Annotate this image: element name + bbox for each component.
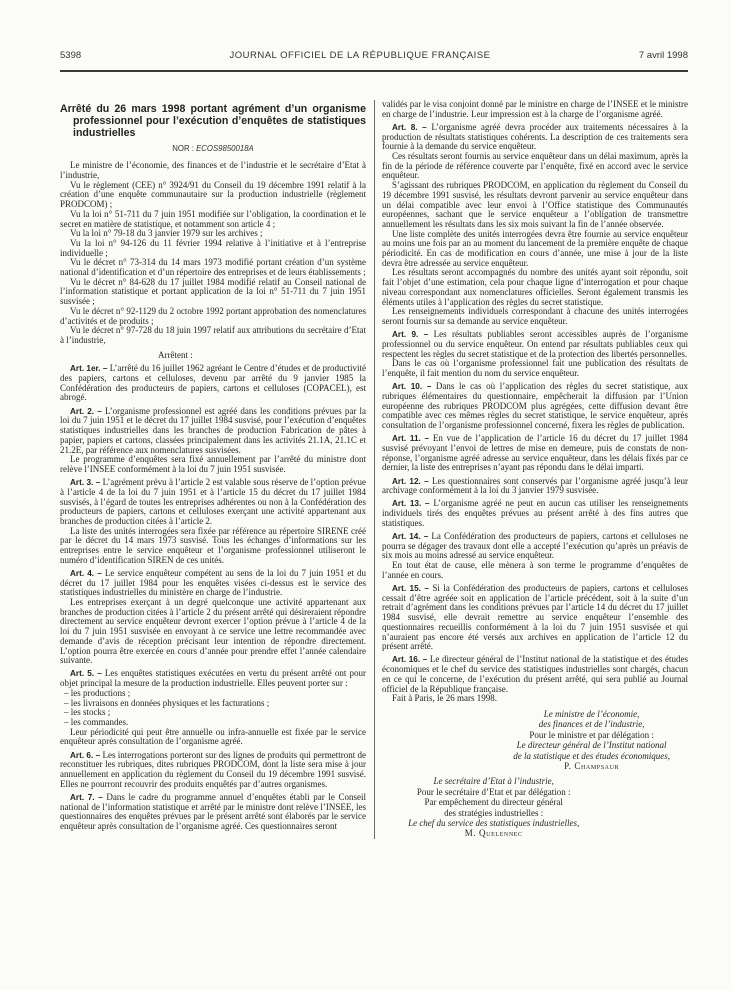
article-number: Art. 14. – [392,532,432,542]
paragraph: S’agissant des rubriques PRODCOM, en application du règlement du Conseil du 19 décembre 1991 susvisé, les résultats devront parvenir au service enquêteur dans un délai compatible avec leur envoi à l’Office statistique des Communautés européennes, sachant que le service enquêteur a l’obligation de transmettre annuellement les résultats dans les six mois suivant la fin de l’année observée. [382,180,688,229]
signature-line: Pour le secrétaire d’Etat et par délégation : [416,786,571,797]
signature-line: des finances et de l’industrie, [538,719,645,730]
article-number: Art. 7. – [70,792,107,802]
article-paragraph: Art. 11. – En vue de l’application de l’article 16 du décret du 17 juillet 1984 susvisé prévoyant l’envoi de lettres de mise en demeure, puis de constats de non-réponse, l’organisme agréé adresse au service enquêteur, dans les délais fixés par ce dernier, la liste des entreprises n’ayant pas répondu dans le délai imparti. [382,433,688,473]
paragraph: Fait à Paris, le 26 mars 1998. [392,693,497,704]
text-columns [60,100,688,839]
article-number: Art. 16. – [392,655,430,665]
decree-title: Arrêté du 26 mars 1998 portant agrément d’un organisme professionnel pour l’exécution d’enquêtes de statistiques industrielles [60,103,366,140]
paragraph: Leur périodicité qui peut être annuelle ou infra-annuelle est fixée par le service enquêteur après consultation de l’organisme agréé. [60,726,366,747]
article-paragraph: Art. 16. – Le directeur général de l’Institut national de la statistique et des études économiques et le chef du service des statistiques industrielles sont chargés, chacun en ce qui le concerne, de l’exécution du présent arrêté, qui sera publié au Journal officiel de la République française. [382,654,688,694]
left-column-paragraphs [60,161,366,831]
paragraph: Vu le règlement (CEE) n° 3924/91 du Conseil du 19 décembre 1991 relatif à la création d’une enquête communautaire sur la production industrielle (règlement PRODCOM) ; [60,179,366,210]
signature-line: Le ministre de l’économie, [543,708,640,719]
signature-block [385,776,602,838]
article-number: Art. 6. – [70,750,103,760]
header-rule [60,70,688,72]
nor-value: ECOS9850018A [196,143,254,153]
right-column [382,100,688,839]
article-paragraph: Art. 6. – Les interrogations porteront sur des lignes de produits qui permettront de reconstituer les rubriques, dites rubriques PRODCOM, dont la liste sera mise à jour annuellement en application du règlement du Conseil du 19 décembre 1991 susvisé. Elles ne pourront recouvrir des produits enquêtés par d’autres organismes. [60,749,366,789]
journal-title: JOURNAL OFFICIEL DE LA RÉPUBLIQUE FRANÇAISE [229,50,491,61]
article-paragraph: Art. 9. – Les résultats publiables seront accessibles auprès de l’organisme professionnel ou du service enquêteur. On entend par résultats publiables ceux qui respectent les règles du secret statistique et de la protection des libertés personnelles. [382,329,689,359]
paragraph: – les productions ; [64,687,131,698]
paragraph: Les entreprises exerçant à un degré quelconque une activité appartenant aux branches de production citées à l’article 2 du présent arrêté qui désireraient répondre directement au service enquêteur devront exercer l’option prévue à l’article 4 de la loi du 7 juin 1951 susvisée en envoyant à ce service une lettre recommandée avec demande d’avis de réception précisant leur intention de répondre directement. L’option pourra être exercée en cours d’année pour prendre effet l’année calendaire suivante. [60,597,366,666]
signatory-name: P. Champsaur [564,761,620,772]
paragraph: Vu le décret n° 92-1129 du 2 octobre 1992 portant approbation des nomenclatures d’activités et de produits ; [60,305,366,326]
article-paragraph: Art. 8. – L’organisme agréé devra procéder aux traitements nécessaires à la production de résultats statistiques cohérents. La description de ces traitements sera fournie à la demande du service enquêteur. [382,121,688,152]
article-number: Art. 11. – [392,434,433,444]
paragraph: Ces résultats seront fournis au service enquêteur dans un délai maximum, après la fin de la période de référence couverte par l’enquête, fixé en accord avec le service enquêteur. [382,151,688,181]
paragraph: validés par le visa conjoint donné par le ministre en charge de l’INSEE et le ministre en charge de l’industrie. Leur impression est à la charge de l’organisme agréé. [382,99,688,119]
issue-date: 7 avril 1998 [638,50,688,61]
column-divider [374,100,375,839]
article-number: Art. 9. – [392,330,434,340]
article-number: Art. 3. – [70,478,103,488]
article-paragraph: Art. 3. – L’agrément prévu à l’article 2 est valable sous réserve de l’option prévue à l’article 4 de la loi du 7 juin 1951 et à l’article 15 du décret du 17 juillet 1984 susvisés, à l’égard de toutes les entreprises adhérentes ou non à la Confédération des producteurs de papiers, cartons et celluloses exerçant une activité appartenant aux branches de production citées à l’article 2. [60,477,366,526]
article-paragraph: Art. 12. – Les questionnaires sont conservés par l’organisme agréé jusqu’à leur archivage conformément à la loi du 3 janvier 1979 susvisée. [382,475,688,496]
article-paragraph: Art. 4. – Le service enquêteur compétent au sens de la loi du 7 juin 1951 et du décret du 17 juillet 1984 pour les enquêtes visées ci-dessus est le service des statistiques industrielles du ministère en charge de l’industrie. [60,567,366,598]
page-header [60,50,688,61]
signature-line: Pour le ministre et par délégation : [529,729,654,740]
paragraph: Une liste complète des unités interrogées devra être fournie au service enquêteur au moins une fois par an au moment du lancement de la première enquête de chaque périodicité. En cas de modification en cours d’année, une mise à jour de la liste devra être adressée au service enquêteur. [382,228,688,268]
paragraph: – les livraisons en données physiques et les facturations ; [64,697,270,708]
article-number: Art. 10. – [392,382,436,392]
article-number: Art. 15. – [392,584,433,594]
paragraph: Vu le décret n° 97-728 du 18 juin 1997 relatif aux attributions du secrétaire d’Etat à l’industrie, [60,325,366,345]
signature-block [498,709,685,771]
paragraph: Dans le cas où l’organisme professionnel fait une publication des résultats de l’enquête, il fait mention du nom du service enquêteur. [382,358,688,378]
article-paragraph: Art. 10. – Dans le cas où l’application des règles du secret statistique, aux rubriques élémentaires du questionnaire, empêcherait la diffusion par l’Union européenne des rubriques PRODCOM plus agrégées, cette diffusion devant être compatible avec ces mêmes règles du secret statistique, le service enquêteur, après consultation de l’organisme professionnel concerné, fixera les règles de publication. [382,381,688,430]
article-number: Art. 2. – [70,406,105,416]
article-paragraph: Art. 1er. – L’arrêté du 16 juillet 1962 agréant le Centre d’études et de productivité des papiers, cartons et celluloses, devenu par arrêté du 9 janvier 1985 la Confédération des producteurs de papiers, cartons et celluloses (COPACEL), est abrogé. [60,363,367,403]
article-number: Art. 12. – [392,476,432,486]
paragraph: – les commandes. [64,716,129,727]
article-paragraph: Art. 13. – L’organisme agréé ne peut en aucun cas utiliser les renseignements individuels tirés des enquêtes prévues au présent arrêté à des fins autres que statistiques. [382,498,688,528]
paragraph: Le programme d’enquêtes sera fixé annuellement par l’arrêté du ministre dont relève l’INSEE conformément à la loi du 7 juin 1951 susvisée. [60,454,366,474]
article-number: Art. 1er. – [70,364,110,374]
paragraph: Vu la loi n° 79-18 du 3 janvier 1979 sur les archives ; [70,228,263,239]
left-column [60,100,366,839]
paragraph: Arrêtent : [158,349,193,360]
signature-line: Le directeur général de l’Institut national [516,740,667,751]
paragraph: Vu la loi n° 51-711 du 7 juin 1951 modifiée sur l’obligation, la coordination et le secret en matière de statistique, et notamment son article 4 ; [60,208,366,229]
paragraph: Vu le décret n° 84-628 du 17 juillet 1984 modifié relatif au Conseil national de l’information statistique et portant application de la loi n° 51-711 du 7 juin 1951 susvisée ; [60,276,366,307]
signature-line: Le chef du service des statistiques industrielles, [408,818,580,829]
article-paragraph: Art. 7. – Dans le cadre du programme annuel d’enquêtes établi par le Conseil national de l’information statistique et arrêté par le ministre dont relève l’INSEE, les questionnaires des enquêtes prévues par le présent arrêté sont élaborés par le service enquêteur après consultation de l’organisme agréé. Ces questionnaires seront [60,791,366,832]
paragraph: La liste des unités interrogées sera fixée par référence au répertoire SIRENE créé par le décret du 14 mars 1973 susvisé. Tous les échanges d’informations sur les entreprises entre le service enquêteur et l’organisme professionnel utiliseront le numéro d’identification SIREN de ces unités. [60,525,366,565]
signatory-name: M. Quelennec [464,828,523,839]
paragraph: Le ministre de l’économie, des finances et de l’industrie et le secrétaire d’Etat à l’industrie, [60,160,366,181]
right-column-paragraphs [382,100,688,839]
signature-line: des stratégies industrielles : [444,807,544,818]
nor-line [60,144,366,154]
article-paragraph: Art. 14. – La Confédération des producteurs de papiers, cartons et celluloses ne pourra se dégager des travaux dont elle a accepté l’exécution qu’après un préavis de six mois au moins adressé au service enquêteur. [382,531,688,561]
paragraph: Vu la loi n° 94-126 du 11 février 1994 relative à l’initiative et à l’entreprise individuelle ; [60,237,366,258]
article-number: Art. 5. – [70,669,105,679]
signature-line: de la statistique et des études économiques, [513,750,670,761]
paragraph: Les renseignements individuels correspondant à chacune des unités interrogées seront fournis sur sa demande au service enquêteur. [382,306,688,326]
nor-label: NOR : [172,143,197,153]
paragraph: – les stocks ; [64,707,111,718]
article-paragraph: Art. 5. – Les enquêtes statistiques exécutées en vertu du présent arrêté ont pour objet principal la mesure de la production industrielle. Elles peuvent porter sur : [60,668,366,689]
article-number: Art. 4. – [70,568,105,578]
article-number: Art. 8. – [392,122,432,132]
paragraph: En tout état de cause, elle mènera à son terme le programme d’enquêtes de l’année en cours. [382,560,688,580]
signature-line: Par empêchement du directeur général [424,797,563,808]
paragraph: Vu le décret n° 73-314 du 14 mars 1973 modifié portant création d’un système national d’identification et d’un répertoire des entreprises et de leurs établissements ; [60,257,366,278]
paragraph: Les résultats seront accompagnés du nombre des unités ayant soit répondu, soit fait l’objet d’une estimation, cela pour chaque ligne d’interrogation et pour chaque niveau correspondant aux nomenclatures officielles. Seront également transmis les éléments utiles à l’application des règles du secret statistique. [382,267,688,307]
article-paragraph: Art. 15. – Si la Confédération des producteurs de papiers, cartons et celluloses cessait d’être agréée soit en application de l’article précédent, soit à la suite d’un retrait d’agrément dans les conditions prévues par l’article 14 du décret du 17 juillet 1984 susvisé, elle devrait remettre au service enquêteur l’ensemble des questionnaires recueillis conformément à la loi du 7 juin 1951 susvisée et qui n’auraient pas encore été versés aux archives en application de l’article 12 du présent arrêté. [382,583,688,652]
article-paragraph: Art. 2. – L’organisme professionnel est agréé dans les conditions prévues par la loi du 7 juin 1951 et le décret du 17 juillet 1984 susvisé, pour l’exécution d’enquêtes statistiques industrielles dans les branches de production Fabrication de pâtes à papier, papiers et cartons, classées principalement dans les activités 21.1A, 21.1C et 21.2E, par référence aux nomenclatures susvisées. [60,405,366,455]
signature-line: Le secrétaire d’Etat à l’industrie, [433,776,554,787]
page-number: 5398 [60,50,82,61]
article-number: Art. 13. – [392,499,434,509]
